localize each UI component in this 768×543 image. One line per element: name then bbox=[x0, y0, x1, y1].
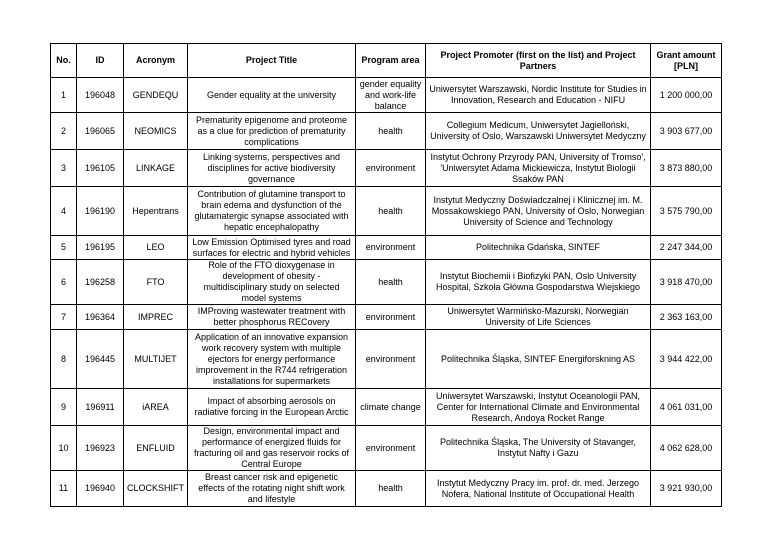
table-row bbox=[51, 426, 722, 471]
cell-acronym: GENDEQU bbox=[124, 78, 188, 113]
cell-title: Linking systems, perspectives and disciplines for active biodiversity governance bbox=[188, 150, 356, 187]
cell-id: 196065 bbox=[77, 113, 124, 150]
header-promoter: Project Promoter (first on the list) and Project Partners bbox=[426, 44, 651, 78]
cell-amount: 2 247 344,00 bbox=[651, 236, 722, 260]
cell-area: environment bbox=[356, 305, 426, 330]
cell-id: 196195 bbox=[77, 236, 124, 260]
cell-title: Role of the FTO dioxygenase in development of obesity - multidisciplinary study on selected model systems bbox=[188, 260, 356, 305]
cell-amount: 3 921 930,00 bbox=[651, 471, 722, 507]
cell-id: 196105 bbox=[77, 150, 124, 187]
cell-no: 11 bbox=[51, 471, 77, 507]
cell-promoter: Uniwersytet Warszawski, Nordic Institute for Studies in Innovation, Research and Education - NIFU bbox=[426, 78, 651, 113]
cell-amount: 3 918 470,00 bbox=[651, 260, 722, 305]
table-row bbox=[51, 150, 722, 187]
cell-acronym: NEOMICS bbox=[124, 113, 188, 150]
cell-amount: 1 200 000,00 bbox=[651, 78, 722, 113]
cell-no: 10 bbox=[51, 426, 77, 471]
projects-sheet bbox=[50, 43, 722, 507]
cell-title: Design, environmental impact and performance of energized fluids for fracturing oil and gas reservoir rocks of Central Europe bbox=[188, 426, 356, 471]
cell-no: 1 bbox=[51, 78, 77, 113]
cell-title: Impact of absorbing aerosols on radiative forcing in the European Arctic bbox=[188, 389, 356, 426]
cell-title: Contribution of glutamine transport to brain edema and dysfunction of the glutamatergic synapse associated with hepatic encephalopathy bbox=[188, 187, 356, 236]
cell-amount: 3 873 880,00 bbox=[651, 150, 722, 187]
cell-no: 5 bbox=[51, 236, 77, 260]
cell-no: 3 bbox=[51, 150, 77, 187]
cell-id: 196190 bbox=[77, 187, 124, 236]
cell-amount: 3 903 677,00 bbox=[651, 113, 722, 150]
cell-id: 196940 bbox=[77, 471, 124, 507]
header-amount: Grant amount [PLN] bbox=[651, 44, 722, 78]
cell-area: health bbox=[356, 187, 426, 236]
table-row bbox=[51, 187, 722, 236]
cell-amount: 4 061 031,00 bbox=[651, 389, 722, 426]
cell-acronym: LINKAGE bbox=[124, 150, 188, 187]
cell-promoter: Politechnika Śląska, The University of Stavanger, Instytut Nafty i Gazu bbox=[426, 426, 651, 471]
cell-promoter: Politechnika Śląska, SINTEF Energiforskning AS bbox=[426, 330, 651, 389]
cell-id: 196923 bbox=[77, 426, 124, 471]
cell-acronym: CLOCKSHIFT bbox=[124, 471, 188, 507]
cell-acronym: iAREA bbox=[124, 389, 188, 426]
cell-area: health bbox=[356, 471, 426, 507]
projects-table bbox=[50, 43, 722, 507]
cell-acronym: IMPREC bbox=[124, 305, 188, 330]
table-row bbox=[51, 236, 722, 260]
cell-amount: 2 363 163,00 bbox=[651, 305, 722, 330]
cell-no: 7 bbox=[51, 305, 77, 330]
cell-title: Breast cancer risk and epigenetic effects of the rotating night shift work and lifestyle bbox=[188, 471, 356, 507]
cell-id: 196911 bbox=[77, 389, 124, 426]
cell-title: Application of an innovative expansion work recovery system with multiple ejectors for energy performance improvement in the R744 refrigeration installations for supermarkets bbox=[188, 330, 356, 389]
cell-title: Prematurity epigenome and proteome as a clue for prediction of prematurity complications bbox=[188, 113, 356, 150]
header-area: Program area bbox=[356, 44, 426, 78]
cell-area: health bbox=[356, 260, 426, 305]
cell-title: IMProving wastewater treatment with better phosphorus RECovery bbox=[188, 305, 356, 330]
cell-amount: 4 062 628,00 bbox=[651, 426, 722, 471]
cell-acronym: Hepentrans bbox=[124, 187, 188, 236]
cell-promoter: Politechnika Gdańska, SINTEF bbox=[426, 236, 651, 260]
cell-acronym: LEO bbox=[124, 236, 188, 260]
cell-area: environment bbox=[356, 150, 426, 187]
cell-id: 196048 bbox=[77, 78, 124, 113]
cell-acronym: ENFLUID bbox=[124, 426, 188, 471]
cell-title: Gender equality at the university bbox=[188, 78, 356, 113]
table-row bbox=[51, 389, 722, 426]
table-row bbox=[51, 330, 722, 389]
cell-acronym: FTO bbox=[124, 260, 188, 305]
cell-area: gender equality and work-life balance bbox=[356, 78, 426, 113]
cell-promoter: Instytut Medyczny Doświadczalnej i Klinicznej im. M. Mossakowskiego PAN, University of Oslo, Norwegian University of Science and Technology bbox=[426, 187, 651, 236]
table-row bbox=[51, 260, 722, 305]
cell-area: environment bbox=[356, 426, 426, 471]
cell-area: environment bbox=[356, 236, 426, 260]
cell-promoter: Instytut Medyczny Pracy im. prof. dr. med. Jerzego Nofera, National Institute of Occupational Health bbox=[426, 471, 651, 507]
cell-promoter: Uniwersytet Warmińsko-Mazurski, Norwegian University of Life Sciences bbox=[426, 305, 651, 330]
cell-title: Low Emission Optimised tyres and road surfaces for electric and hybrid vehicles bbox=[188, 236, 356, 260]
cell-promoter: Instytut Biochemii i Biofizyki PAN, Oslo University Hospital, Szkoła Główna Gospodarstwa Wiejskiego bbox=[426, 260, 651, 305]
table-row bbox=[51, 471, 722, 507]
cell-amount: 3 944 422,00 bbox=[651, 330, 722, 389]
table-row bbox=[51, 113, 722, 150]
cell-promoter: Instytut Ochrony Przyrody PAN, University of Tromso', 'Uniwersytet Adama Mickiewicza, Instytut Biologii Ssaków PAN bbox=[426, 150, 651, 187]
cell-area: environment bbox=[356, 330, 426, 389]
cell-acronym: MULTIJET bbox=[124, 330, 188, 389]
cell-id: 196445 bbox=[77, 330, 124, 389]
cell-no: 2 bbox=[51, 113, 77, 150]
cell-area: health bbox=[356, 113, 426, 150]
header-row bbox=[51, 44, 722, 78]
cell-no: 4 bbox=[51, 187, 77, 236]
cell-no: 6 bbox=[51, 260, 77, 305]
cell-id: 196364 bbox=[77, 305, 124, 330]
table-row bbox=[51, 305, 722, 330]
cell-area: climate change bbox=[356, 389, 426, 426]
header-id: ID bbox=[77, 44, 124, 78]
cell-no: 8 bbox=[51, 330, 77, 389]
header-title: Project Title bbox=[188, 44, 356, 78]
cell-no: 9 bbox=[51, 389, 77, 426]
cell-promoter: Collegium Medicum, Uniwersytet Jagielloński, University of Oslo, Warszawski Uniwersytet Medyczny bbox=[426, 113, 651, 150]
header-acronym: Acronym bbox=[124, 44, 188, 78]
table-row bbox=[51, 78, 722, 113]
cell-promoter: Uniwersytet Warszawski, Instytut Oceanologii PAN, Center for International Climate and Environmental Research, Andoya Rocket Range bbox=[426, 389, 651, 426]
header-no: No. bbox=[51, 44, 77, 78]
cell-amount: 3 575 790,00 bbox=[651, 187, 722, 236]
cell-id: 196258 bbox=[77, 260, 124, 305]
